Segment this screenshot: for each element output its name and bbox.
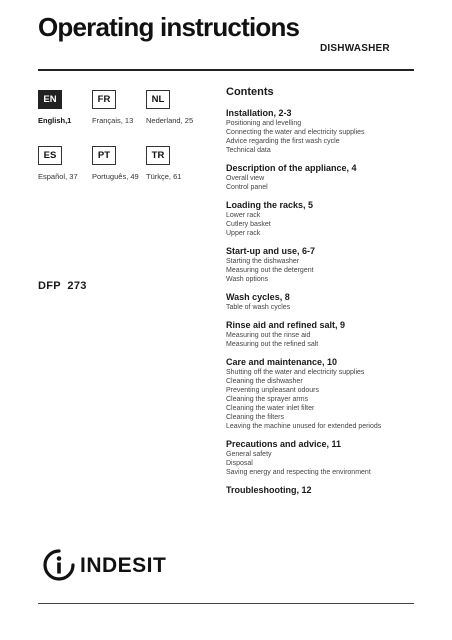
contents-section (226, 200, 426, 238)
section-item: Control panel (226, 184, 268, 191)
section-item: Lower rack (226, 212, 261, 219)
section-title[interactable]: Description of the appliance, 4 (226, 163, 357, 173)
contents-section (226, 108, 426, 155)
language-row (38, 146, 218, 202)
section-item: Wash options (226, 276, 269, 283)
language-option-nl[interactable] (146, 90, 206, 125)
section-item: Technical data (226, 147, 271, 154)
language-code-box[interactable]: EN (38, 90, 62, 109)
section-item: Cleaning the filters (226, 414, 284, 421)
language-selector (38, 90, 218, 202)
language-option-pt[interactable] (92, 146, 152, 181)
contents-sections (226, 108, 426, 496)
language-code-box[interactable]: TR (146, 146, 170, 165)
language-code-box[interactable]: FR (92, 90, 116, 109)
section-title[interactable]: Start-up and use, 6-7 (226, 246, 316, 256)
section-item: Upper rack (226, 230, 261, 237)
language-code-box[interactable]: NL (146, 90, 170, 109)
section-item: Starting the dishwasher (226, 258, 300, 265)
table-of-contents (226, 86, 426, 504)
contents-section (226, 320, 426, 349)
contents-section (226, 485, 426, 496)
section-item: Measuring out the refined salt (226, 341, 319, 348)
page-title: Operating instructions (38, 12, 300, 42)
section-item: Cleaning the dishwasher (226, 378, 303, 385)
section-item: Positioning and levelling (226, 120, 302, 127)
language-code-box[interactable]: ES (38, 146, 62, 165)
brand-name: INDESIT (80, 554, 167, 577)
language-page-label: English,1 (38, 116, 72, 125)
language-option-tr[interactable] (146, 146, 206, 181)
language-row (38, 90, 218, 146)
section-item: Shutting off the water and electricity supplies (226, 369, 365, 376)
contents-section (226, 246, 426, 284)
contents-section (226, 439, 426, 477)
footer-divider (38, 603, 414, 604)
language-page-label: Nederland, 25 (146, 116, 194, 125)
section-title[interactable]: Rinse aid and refined salt, 9 (226, 320, 346, 330)
brand-logo (42, 548, 192, 582)
section-item: Cleaning the sprayer arms (226, 396, 309, 403)
language-page-label: Português, 49 (92, 172, 139, 181)
section-item: Preventing unpleasant odours (226, 387, 320, 394)
language-page-label: Türkçe, 61 (146, 172, 182, 181)
product-type-label: DISHWASHER (320, 43, 390, 54)
section-title[interactable]: Installation, 2-3 (226, 108, 292, 118)
section-item: Saving energy and respecting the environment (226, 469, 371, 476)
contents-section (226, 163, 426, 192)
section-item: Disposal (226, 460, 253, 467)
section-item: Leaving the machine unused for extended periods (226, 423, 382, 430)
section-item: Measuring out the detergent (226, 267, 314, 274)
section-item: General safety (226, 451, 272, 458)
language-option-fr[interactable] (92, 90, 152, 125)
section-item: Connecting the water and electricity supplies (226, 129, 365, 136)
contents-section (226, 292, 426, 312)
language-page-label: Français, 13 (92, 116, 134, 125)
model-number: DFP 273 (38, 280, 87, 292)
section-item: Measuring out the rinse aid (226, 332, 311, 339)
contents-heading: Contents (226, 86, 274, 98)
header-divider (38, 69, 414, 71)
section-title[interactable]: Care and maintenance, 10 (226, 357, 338, 367)
language-code-box[interactable]: PT (92, 146, 116, 165)
section-title[interactable]: Precautions and advice, 11 (226, 439, 342, 449)
language-page-label: Español, 37 (38, 172, 78, 181)
section-item: Table of wash cycles (226, 304, 291, 311)
section-title[interactable]: Loading the racks, 5 (226, 200, 314, 210)
indesit-logo-icon (42, 548, 76, 582)
contents-section (226, 357, 426, 431)
section-item: Cleaning the water inlet filter (226, 405, 315, 412)
section-item: Advice regarding the first wash cycle (226, 138, 340, 145)
language-option-en[interactable] (38, 90, 98, 125)
section-title[interactable]: Troubleshooting, 12 (226, 485, 312, 495)
section-item: Cutlery basket (226, 221, 271, 228)
section-title[interactable]: Wash cycles, 8 (226, 292, 290, 302)
language-option-es[interactable] (38, 146, 98, 181)
section-item: Overall view (226, 175, 265, 182)
